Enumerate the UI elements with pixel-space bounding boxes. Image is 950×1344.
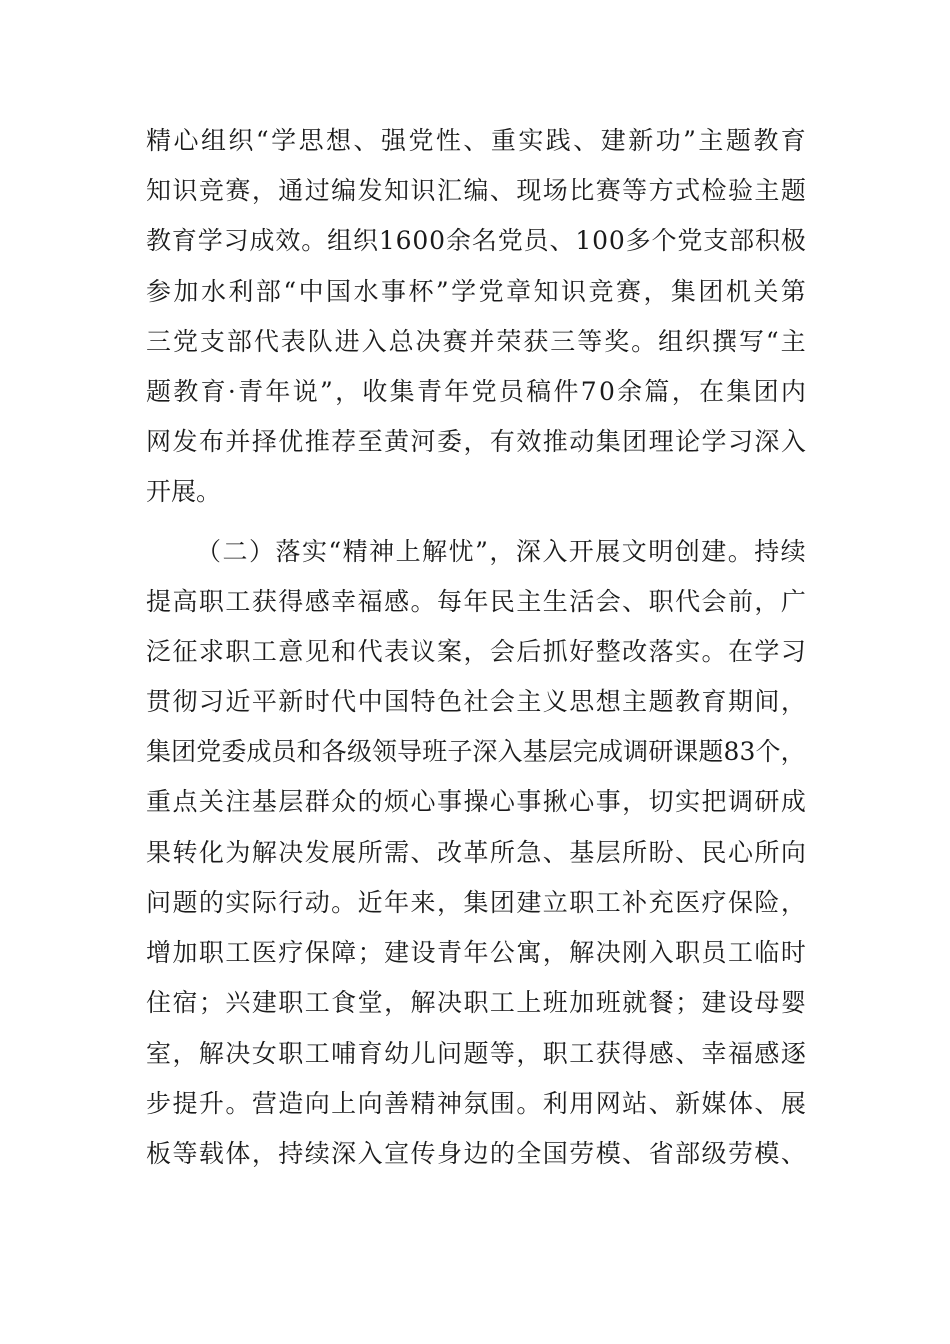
paragraph-1-line-7: 网 发 布 并 择 优 推 荐 至 黄 河 委 ， 有 效 推 动 集 团 理 论 学 习 深 入 <box>146 427 806 456</box>
paragraph-1-line-8: 开展。 <box>146 477 222 506</box>
paragraph-1-line-5: 三 党 支 部 代 表 队 进 入 总 决 赛 并 荣 获 三 等 奖 。 组 织 撰 写 “ 主 <box>146 327 806 356</box>
paragraph-2-line-2: 提 高 职 工 获 得 感 幸 福 感 。 每 年 民 主 生 活 会 、 职 代 会 前 ， 广 <box>146 587 806 616</box>
paragraph-2-line-5: 集 团 党 委 成 员 和 各 级 领 导 班 子 深 入 基 层 完 成 调 研 课 题 8 3 个 ， <box>146 737 806 766</box>
paragraph-2-line-4: 贯 彻 习 近 平 新 时 代 中 国 特 色 社 会 主 义 思 想 主 题 教 育 期 间 ， <box>146 687 806 716</box>
paragraph-1-line-2: 知 识 竞 赛 ， 通 过 编 发 知 识 汇 编 、 现 场 比 赛 等 方 式 检 验 主 题 <box>146 176 806 205</box>
paragraph-2-line-8: 问 题 的 实 际 行 动 。 近 年 来 ， 集 团 建 立 职 工 补 充 医 疗 保 险 ， <box>146 888 806 917</box>
paragraph-2-line-3: 泛 征 求 职 工 意 见 和 代 表 议 案 ， 会 后 抓 好 整 改 落 实 。 在 学 习 <box>146 637 806 666</box>
paragraph-1-line-4: 参 加 水 利 部 “ 中 国 水 事 杯 ” 学 党 章 知 识 竞 赛 ， 集 团 机 关 第 <box>146 277 806 306</box>
paragraph-1-line-1: 精 心 组 织 “ 学 思 想 、 强 党 性 、 重 实 践 、 建 新 功 ” 主 题 教 育 <box>146 126 806 155</box>
paragraph-2-line-6: 重 点 关 注 基 层 群 众 的 烦 心 事 操 心 事 揪 心 事 ， 切 实 把 调 研 成 <box>146 787 806 816</box>
paragraph-2-line-11: 室 ， 解 决 女 职 工 哺 育 幼 儿 问 题 等 ， 职 工 获 得 感 、 幸 福 感 逐 <box>146 1039 806 1068</box>
paragraph-2-line-7: 果 转 化 为 解 决 发 展 所 需 、 改 革 所 急 、 基 层 所 盼 、 民 心 所 向 <box>146 838 806 867</box>
paragraph-1-line-3: 教 育 学 习 成 效 。 组 织 1 6 0 0 余 名 党 员 、 1 0 0 多 个 党 支 部 积 极 <box>146 226 806 255</box>
paragraph-2-line-10: 住 宿 ； 兴 建 职 工 食 堂 ， 解 决 职 工 上 班 加 班 就 餐 ； 建 设 母 婴 <box>146 988 806 1017</box>
paragraph-2-line-13: 板 等 载 体 ， 持 续 深 入 宣 传 身 边 的 全 国 劳 模 、 省 部 级 劳 模 、 <box>146 1139 806 1168</box>
paragraph-2-line-1: （ 二 ） 落 实 “ 精 神 上 解 忧 ” ， 深 入 开 展 文 明 创 建 。 持 续 <box>196 537 806 566</box>
paragraph-2-line-9: 增 加 职 工 医 疗 保 障 ； 建 设 青 年 公 寓 ， 解 决 刚 入 职 员 工 临 时 <box>146 938 806 967</box>
paragraph-1-line-6: 题 教 育 · 青 年 说 ” ， 收 集 青 年 党 员 稿 件 7 0 余 篇 ， 在 集 团 内 <box>146 377 806 406</box>
paragraph-2-line-12: 步 提 升 。 营 造 向 上 向 善 精 神 氛 围 。 利 用 网 站 、 新 媒 体 、 展 <box>146 1089 806 1118</box>
